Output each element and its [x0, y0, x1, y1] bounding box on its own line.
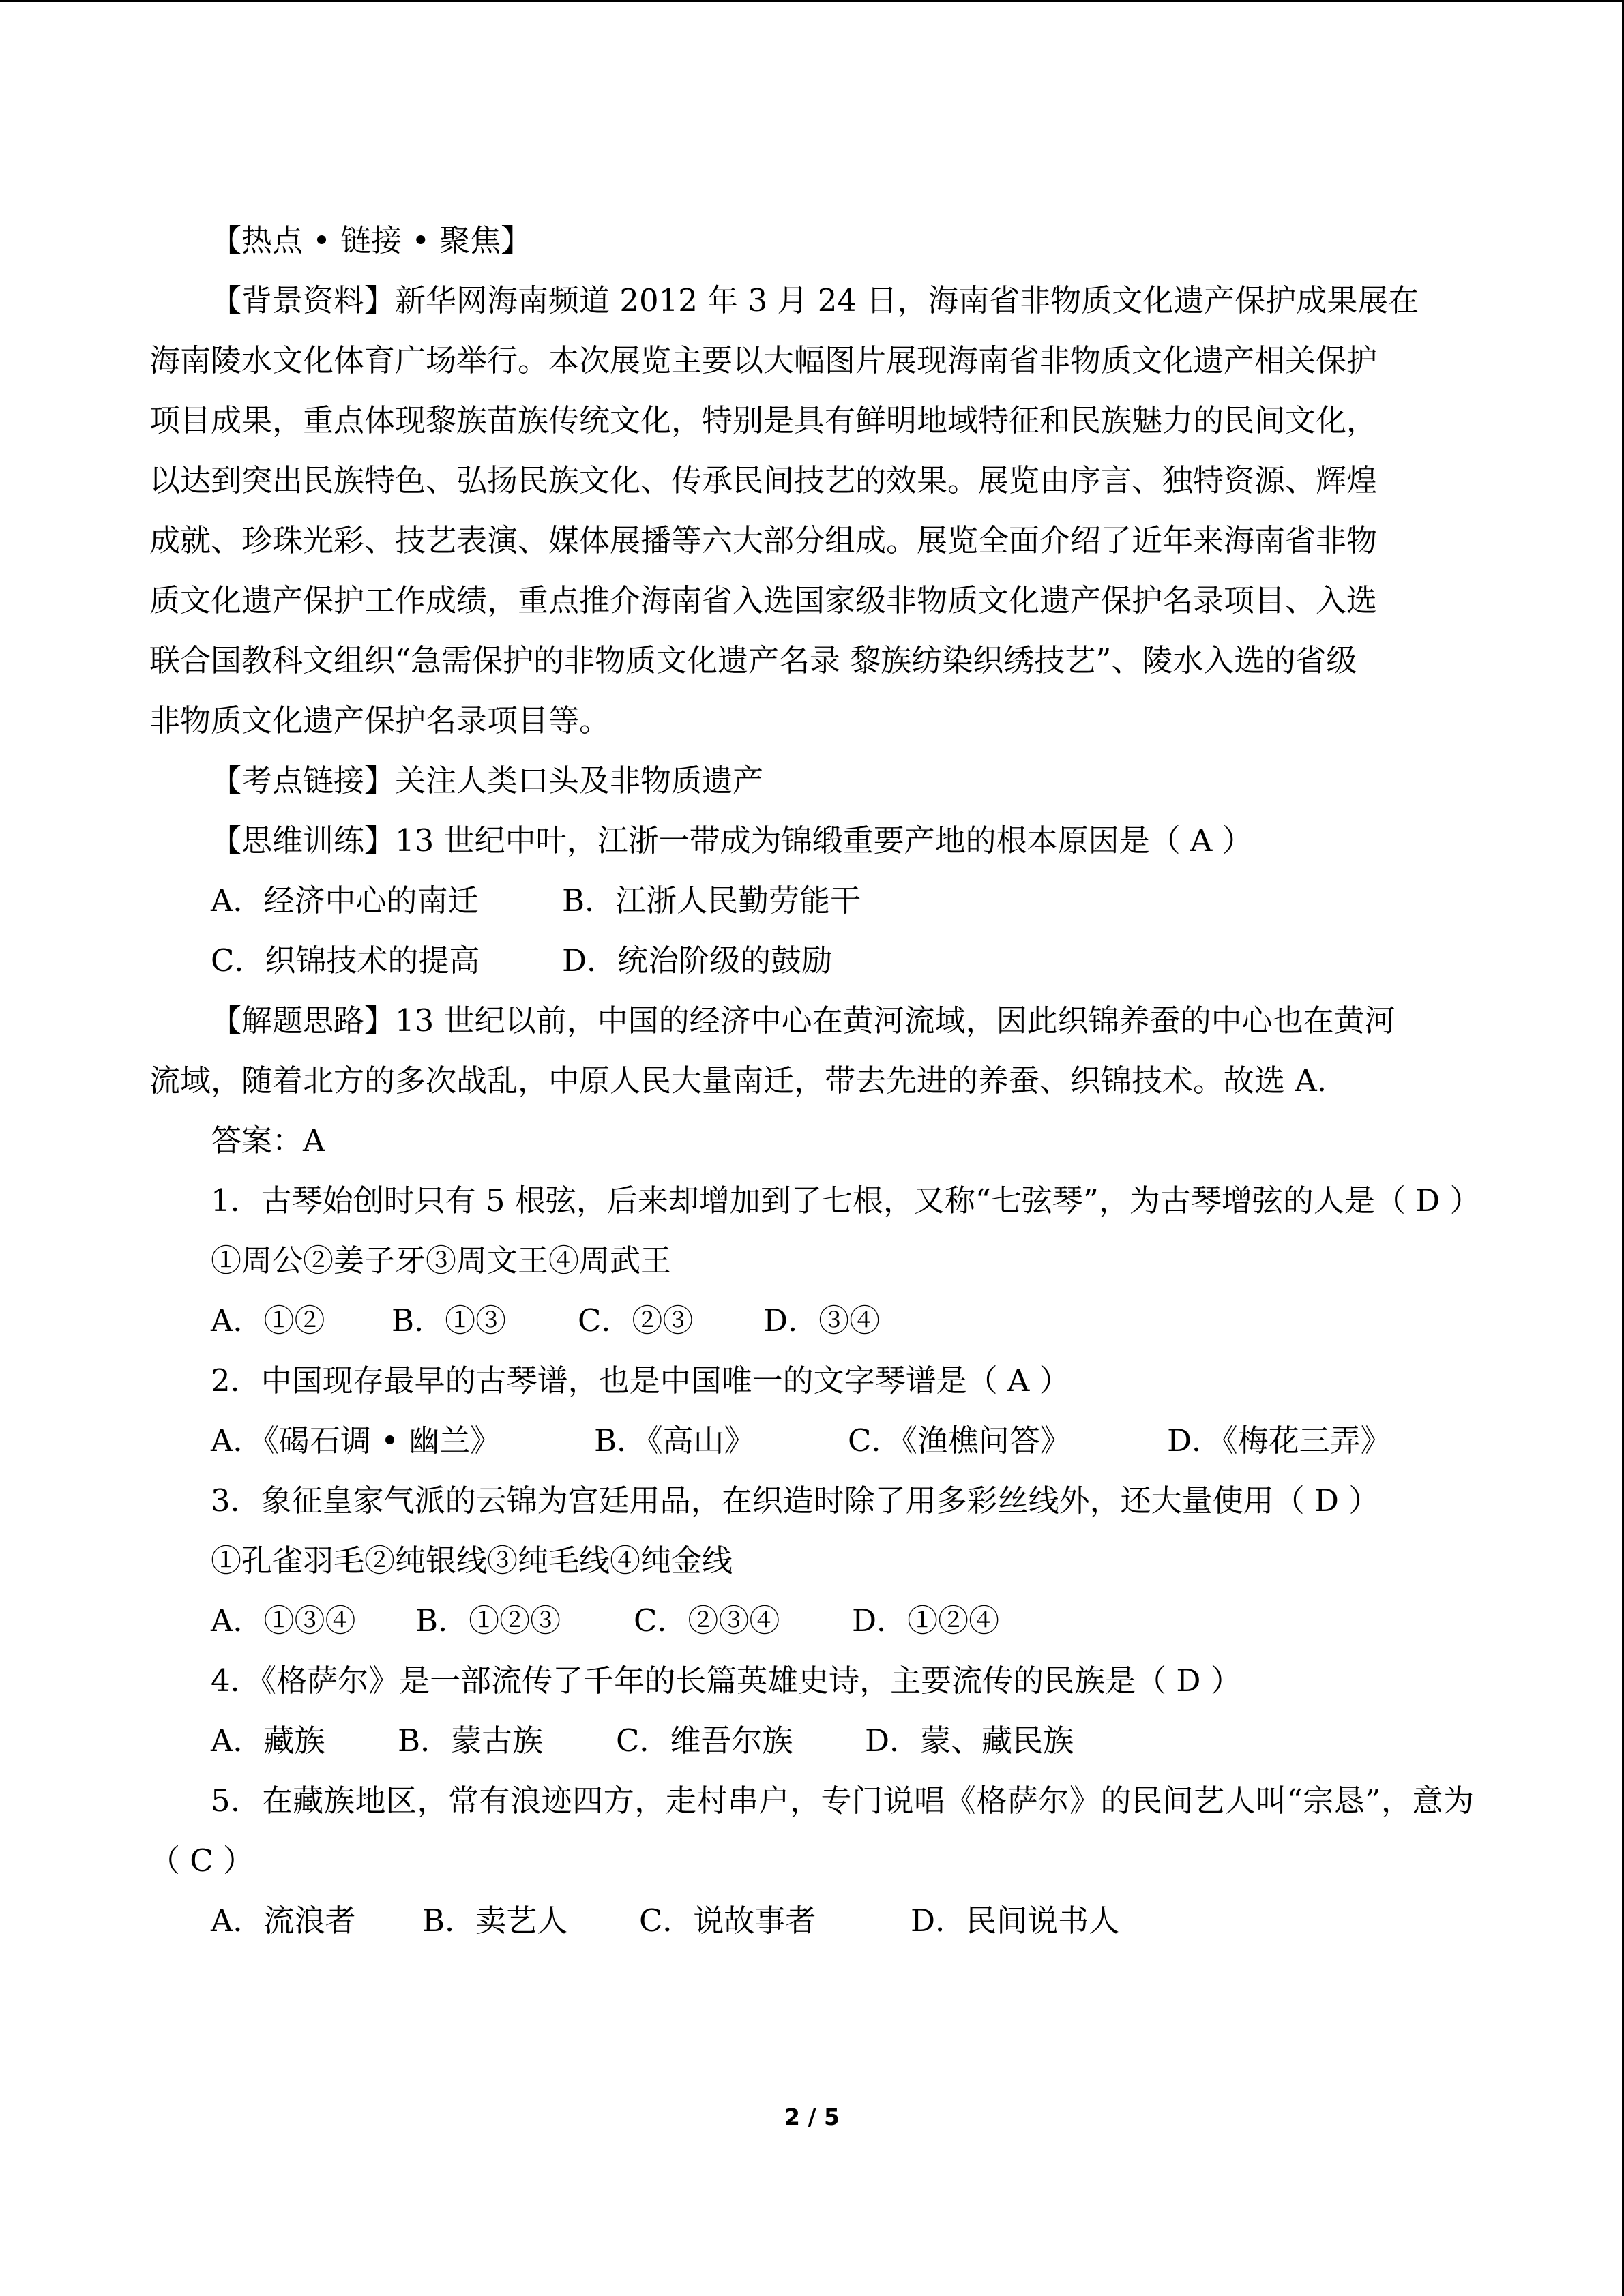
training-options-row-1 — [149, 871, 1474, 931]
answer: 答案：A — [211, 1122, 325, 1159]
training-option-a: A．经济中心的南迁 — [211, 882, 479, 919]
page-content — [149, 211, 1481, 1951]
solution-line-2: 流域，随着北方的多次战乱，中原人民大量南迁，带去先进的养蚕、织锦技术。故选 A. — [149, 1062, 1327, 1099]
question-4-options — [149, 1711, 1474, 1771]
question-4-stem: 4．《格萨尔》是一部流传了千年的长篇英雄史诗，主要流传的民族是（ D ） — [211, 1663, 1241, 1699]
question-2-option-d: D．《梅花三弄》 — [1167, 1422, 1391, 1459]
training-option-d: D．统治阶级的鼓励 — [562, 942, 833, 979]
solution-line-1 — [149, 991, 1474, 1051]
exam-point: 【考点链接】关注人类口头及非物质遗产 — [211, 762, 764, 799]
background-line-8: 非物质文化遗产保护名录项目等。 — [149, 702, 610, 739]
question-1-option-d: D．③④ — [763, 1302, 881, 1339]
solution-label: 【解题思路】 — [211, 1002, 396, 1039]
question-2-stem: 2．中国现存最早的古琴谱，也是中国唯一的文字琴谱是（ A ） — [211, 1362, 1070, 1399]
background-line-7: 联合国教科文组织“急需保护的非物质文化遗产名录 黎族纺染织绣技艺”、陵水入选的省级 — [149, 642, 1357, 679]
question-3-option-c: C．②③④ — [634, 1602, 780, 1639]
question-4-option-b: B．蒙古族 — [398, 1723, 544, 1759]
question-2-option-b: B．《高山》 — [594, 1422, 755, 1459]
background-line-4: 以达到突出民族特色、弘扬民族文化、传承民间技艺的效果。展览由序言、独特资源、辉煌 — [149, 462, 1378, 498]
training-option-b: B．江浙人民勤劳能干 — [562, 882, 861, 919]
question-1-option-c: C．②③ — [578, 1302, 694, 1339]
question-4-option-d: D．蒙、藏民族 — [865, 1723, 1074, 1759]
question-3-option-d: D．①②④ — [852, 1602, 1000, 1639]
question-1-option-b: B．①③ — [392, 1302, 507, 1339]
question-1-stem: 1．古琴始创时只有 5 根弦，后来却增加到了七根，又称“七弦琴”，为古琴增弦的人是（ D ） — [211, 1182, 1481, 1219]
question-5-option-d: D．民间说书人 — [911, 1903, 1120, 1939]
question-2-option-a: A．《碣石调 • 幽兰》 — [211, 1422, 501, 1459]
question-5-option-a: A．流浪者 — [211, 1903, 356, 1939]
question-5-option-c: C．说故事者 — [639, 1903, 816, 1939]
question-1-items: ①周公②姜子牙③周文王④周武王 — [211, 1242, 672, 1279]
page-number: 2 / 5 — [784, 2104, 840, 2130]
question-3-option-a: A．①③④ — [211, 1602, 356, 1639]
question-4-option-c: C．维吾尔族 — [616, 1723, 793, 1759]
question-3-option-b: B．①②③ — [415, 1602, 561, 1639]
question-3-stem: 3．象征皇家气派的云锦为宫廷用品，在织造时除了用多彩丝线外，还大量使用（ D ） — [211, 1482, 1380, 1519]
training-option-c: C．织锦技术的提高 — [211, 942, 480, 979]
question-2-options — [149, 1411, 1474, 1471]
question-2-option-c: C．《渔樵问答》 — [848, 1422, 1071, 1459]
question-3-options — [149, 1591, 1474, 1651]
background-line-6: 质文化遗产保护工作成绩，重点推介海南省入选国家级非物质文化遗产保护名录项目、入选 — [149, 582, 1378, 618]
question-4-option-a: A．藏族 — [211, 1723, 325, 1759]
background-line-5: 成就、珍珠光彩、技艺表演、媒体展播等六大部分组成。展览全面介绍了近年来海南省非物 — [149, 522, 1378, 558]
question-3-items: ①孔雀羽毛②纯银线③纯毛线④纯金线 — [211, 1542, 733, 1579]
question-1-option-a: A．①② — [211, 1302, 325, 1339]
background-line-2: 海南陵水文化体育广场举行。本次展览主要以大幅图片展现海南省非物质文化遗产相关保护 — [149, 342, 1378, 378]
training-options-row-2 — [149, 931, 1474, 991]
question-5-stem: 5．在藏族地区，常有浪迹四方，走村串户，专门说唱《格萨尔》的民间艺人叫“宗恳”，意为（ C ） — [149, 1783, 1474, 1879]
background-line-1 — [149, 271, 1474, 331]
solution-text: 13 世纪以前，中国的经济中心在黄河流域，因此织锦养蚕的中心也在黄河 — [395, 1002, 1396, 1039]
background-text: 新华网海南频道 2012 年 3 月 24 日，海南省非物质文化遗产保护成果展在 — [395, 282, 1419, 318]
section-header: 【热点 • 链接 • 聚焦】 — [211, 222, 532, 258]
background-line-3: 项目成果，重点体现黎族苗族传统文化，特别是具有鲜明地域特征和民族魅力的民间文化， — [149, 402, 1378, 438]
training-question: 【思维训练】13 世纪中叶，江浙一带成为锦缎重要产地的根本原因是（ A ） — [211, 822, 1253, 859]
question-5-option-b: B．卖艺人 — [422, 1903, 568, 1939]
question-5-options — [149, 1891, 1474, 1951]
question-1-options — [149, 1291, 1474, 1351]
background-label: 【背景资料】 — [211, 282, 396, 318]
